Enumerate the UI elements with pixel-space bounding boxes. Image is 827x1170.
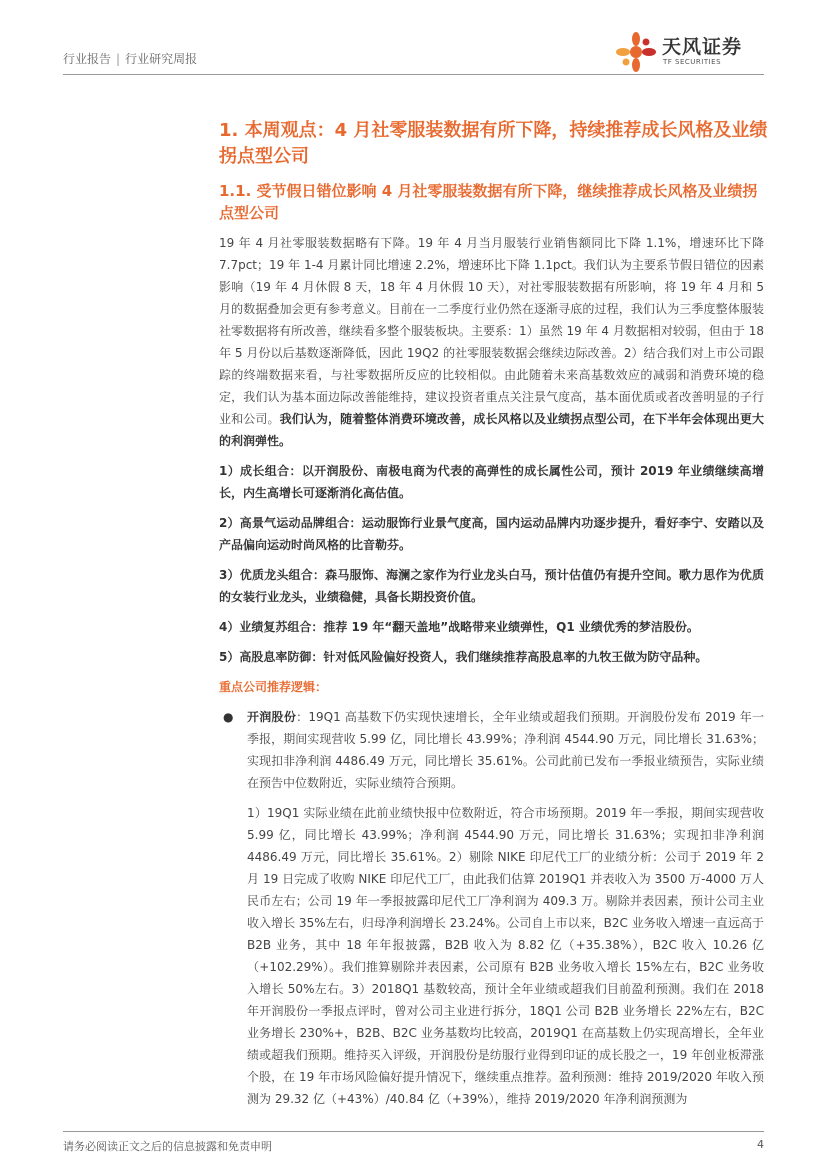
point-sports: 2）高景气运动品牌组合：运动服饰行业景气度高，国内运动品牌内功逐步提升，看好李宁、安踏以及产品偏向运动时尚风格的比音勒芬。 — [219, 516, 764, 552]
report-body — [219, 232, 764, 1118]
company-bullet — [219, 706, 764, 794]
bullet-company-name: 开润股份 — [247, 710, 297, 724]
header-divider — [63, 74, 764, 75]
intro-paragraph — [219, 232, 764, 452]
logo-english-name: TF SECURITIES — [663, 58, 722, 66]
company-logo — [614, 30, 764, 78]
point-growth: 1）成长组合：以开润股份、南极电商为代表的高弹性的成长属性公司，预计 2019 年业绩继续高增长，内生高增长可逐渐消化高估值。 — [219, 464, 764, 500]
logo-chinese-name: 天风证券 — [662, 36, 743, 58]
intro-text: 19 年 4 月社零服装数据略有下降。19 年 4 月当月服装行业销售额同比下降 1.1%，增速环比下降 7.7pct；19 年 1-4 月累计同比增速 2.2%，增速环比下降 1.1pct。我们认为主要系节假日错位的因素影响（19 年 4 月休假 8 天，18 年 4 月休假 10 天），对社零服装数据有所影响，将 19 年 4 月和 5 月的数据叠加会更有参考意义。目前在一二季度行业仍然在逐渐寻底的过程，我们认为三季度整体服装社零数据将有所改善，继续看多整个服装板块。主要系：1）虽然 19 年 4 月数据相对较弱，但由于 18 年 5 月份以后基数逐渐降低，因此 19Q2 的社零服装数据会继续边际改善。2）结合我们对上市公司跟踪的终端数据来看，与社零数据所反应的比较相似。由此随着未来高基数效应的减弱和消费环境的稳定，我们认为基本面边际改善能维持，建议投资者重点关注景气度高，基本面优质或者改善明显的子行业和公司。 — [219, 236, 764, 426]
bullet-summary: ：19Q1 高基数下仍实现快速增长，全年业绩或超我们预期。开润股份发布 2019 年一季报，期间实现营收 5.99 亿，同比增长 43.99%；净利润 4544.90 万元，同比增长 31.63%；实现扣非净利润 4486.49 万元，同比增长 35.61%。公司此前已发布一季报业绩预告，实际业绩在预告中位数附近，实际业绩符合预期。 — [247, 710, 764, 790]
header-separator: | — [116, 52, 121, 66]
footer-divider — [63, 1131, 764, 1132]
logo-flower-icon — [614, 30, 658, 74]
bullet-dot-icon: ● — [223, 710, 234, 724]
point-recovery: 4）业绩复苏组合：推荐 19 年“翻天盖地”战略带来业绩弹性，Q1 业绩优秀的梦洁股份。 — [219, 620, 699, 634]
company-detail: 1）19Q1 实际业绩在此前业绩快报中位数附近，符合市场预期。2019 年一季报，期间实现营收 5.99 亿，同比增长 43.99%；净利润 4544.90 万元，同比增长 31.63%；实现扣非净利润 4486.49 万元，同比增长 35.61%。2）剔除 NIKE 印尼代工厂的业绩分析：公司于 2019 年 2 月 19 日完成了收购 NIKE 印尼代工厂，由此我们估算 2019Q1 并表收入为 3500 万-4000 万人民币左右；公司 19 年一季报披露印尼代工厂净利润为 409.3 万。剔除并表因素，预计公司主业收入增长 35%左右，归母净利润增长 23.24%。公司自上市以来，B2C 业务收入增速一直远高于 B2B 业务，其中 18 年年报披露，B2B 收入为 8.82 亿（+35.38%），B2C 收入 10.26 亿（+102.29%）。我们推算剔除并表因素，公司原有 B2B 业务收入增长 15%左右，B2C 业务收入增长 50%左右。3）2018Q1 基数较高，预计全年业绩或超我们目前盈利预测。我们在 2018 年开润股份一季报点评时，曾对公司主业进行拆分，18Q1 公司 B2B 业务增长 22%左右，B2C 业务增长 230%+，B2B、B2C 业务基数均比较高，2019Q1 在高基数上仍实现高增长，全年业绩或超我们预期。维持买入评级，开润股份是纺服行业得到印证的成长股之一，19 年创业板滞涨个股，在 19 年市场风险偏好提升情况下，继续重点推荐。盈利预测：维持 2019/2020 年收入预测为 29.32 亿（+43%）/40.84 亿（+39%），维持 2019/2020 年净利润预测为 — [247, 806, 764, 1106]
point-leaders: 3）优质龙头组合：森马服饰、海澜之家作为行业龙头白马，预计估值仍有提升空间。歌力思作为优质的女装行业龙头，业绩稳健，具备长期投资价值。 — [219, 568, 764, 604]
footer-disclaimer: 请务必阅读正文之后的信息披露和免责申明 — [63, 1140, 272, 1153]
report-category: 行业报告 — [63, 52, 112, 66]
intro-bold-conclusion: 我们认为，随着整体消费环境改善，成长风格以及业绩拐点型公司，在下半年会体现出更大的利润弹性。 — [219, 412, 764, 448]
report-header — [63, 50, 197, 67]
report-subcategory: 行业研究周报 — [125, 52, 198, 66]
subsection-title: 1.1. 受节假日错位影响 4 月社零服装数据有所下降，继续推荐成长风格及业绩拐点型公司 — [219, 182, 758, 222]
section-title: 1. 本周观点：4 月社零服装数据有所下降，持续推荐成长风格及业绩拐点型公司 — [219, 120, 768, 167]
point-dividend: 5）高股息率防御：针对低风险偏好投资人，我们继续推荐高股息率的九牧王做为防守品种。 — [219, 650, 708, 664]
logic-heading: 重点公司推荐逻辑： — [219, 680, 328, 694]
page-number: 4 — [757, 1138, 764, 1151]
